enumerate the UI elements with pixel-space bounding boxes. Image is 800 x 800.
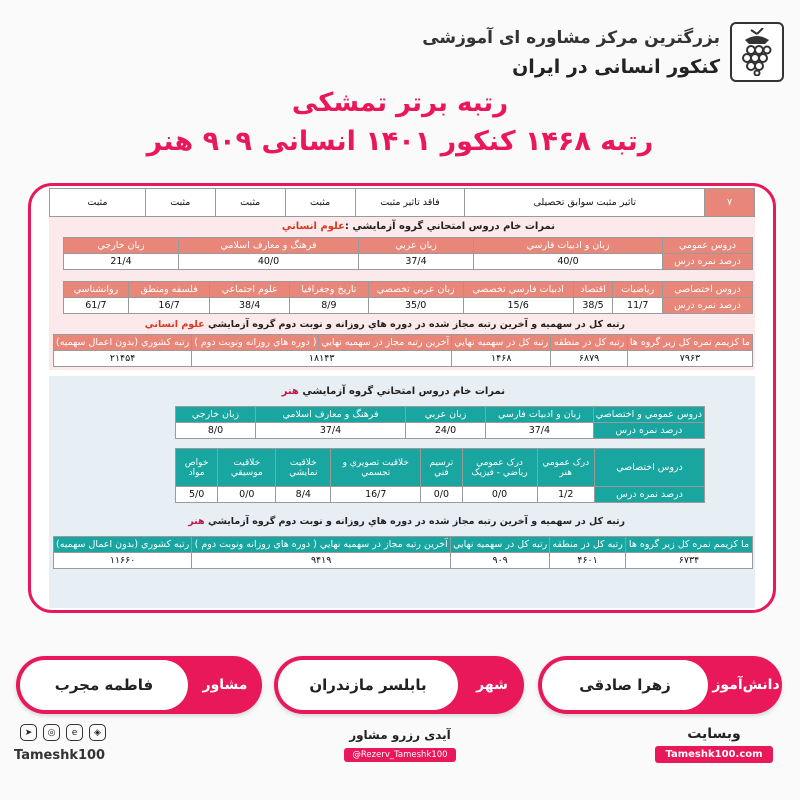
rank-cell: ۹۴۱۹ [192, 553, 451, 569]
humanities-scores-title [282, 221, 555, 232]
reserve-block [340, 728, 460, 762]
section-title-group: علوم انساني [281, 221, 345, 232]
score-cell: 1/2 [537, 487, 594, 503]
row-header: دروس اختصاصي [663, 282, 753, 298]
score-cell: 0/0 [218, 487, 276, 503]
art-specialized-table [175, 448, 705, 503]
score-cell: 37/4 [359, 254, 474, 270]
section-title-text: رتبه كل در سهميه و آخرين رتبه مجاز شده در دوره هاي روزانه و نوبت دوم گروه آزمايشي [207, 319, 625, 330]
eitaa-icon[interactable]: e [66, 724, 83, 741]
art-general-table [175, 406, 705, 439]
section-title-group: هنر [281, 386, 299, 397]
column-header: ترسيم فني [421, 449, 462, 487]
column-header: فلسفه ومنطق [128, 282, 210, 298]
header [0, 14, 800, 84]
website-link[interactable]: Tameshk100.com [655, 746, 772, 763]
column-header: ( دوره هاي روزانه ونوبت دوم ) [192, 335, 319, 351]
student-name: زهرا صادقی [542, 660, 708, 710]
rubika-icon[interactable]: ◈ [89, 724, 106, 741]
student-label: دانش‌آموز [712, 677, 780, 693]
column-header: زبان عربي [406, 407, 486, 423]
score-cell: 40/0 [179, 254, 359, 270]
humanities-rank-title [145, 319, 625, 330]
city-name: بابلسر مازندران [278, 660, 458, 710]
score-cell: 35/0 [368, 298, 463, 314]
humanities-specialized-table [63, 281, 753, 314]
score-cell: 16/7 [331, 487, 421, 503]
column-header: رتبه كشوري (بدون اعمال سهميه) [54, 335, 192, 351]
column-header: درک عمومي هنر [537, 449, 594, 487]
rank-cell: ۴۶۰۱ [550, 553, 626, 569]
humanities-rank-table [53, 334, 753, 367]
column-header: خواص مواد [176, 449, 218, 487]
score-cell: 11/7 [613, 298, 663, 314]
section-title-text: رتبه كل در سهميه و آخرين رتبه مجاز شده در دوره هاي روزانه و نوبت دوم گروه آزمايشي [207, 516, 625, 527]
rank-cell: ۷۹۶۳ [627, 351, 752, 367]
page-title: رتبه برتر تمشکی [291, 88, 509, 118]
rank-cell: ۱۸۱۴۳ [192, 351, 452, 367]
report-card [28, 183, 776, 613]
score-cell: 16/7 [128, 298, 210, 314]
top-strip-cell: ۷ [705, 189, 755, 217]
raspberry-logo-icon [730, 22, 784, 82]
footer-brand: Tameshk100 [14, 748, 106, 763]
rank-cell: ۹۰۹ [451, 553, 550, 569]
art-section [49, 376, 755, 608]
section-title-group: هنر [188, 516, 205, 527]
score-cell: 0/0 [462, 487, 537, 503]
reserve-id-link[interactable]: @Rezerv_Tameshk100 [344, 748, 455, 762]
city-pill [274, 656, 524, 714]
rank-cell: ۶۸۷۹ [551, 351, 628, 367]
rank-cell: ۲۱۴۵۴ [54, 351, 192, 367]
section-title-text: نمرات خام دروس امتحاني گروه آزمايشي [302, 386, 505, 397]
column-header: زبان عربي تخصصي [368, 282, 463, 298]
score-cell: 24/0 [406, 423, 486, 439]
column-header: رتبه كشوري (بدون اعمال سهميه) [54, 537, 192, 553]
advisor-pill [16, 656, 262, 714]
column-header: رتبه كل در منطقه [550, 537, 626, 553]
rank-cell: ۶۷۳۴ [625, 553, 752, 569]
score-cell: 15/6 [463, 298, 573, 314]
score-cell: 37/4 [486, 423, 594, 439]
art-rank-table [53, 536, 753, 569]
column-header: روانشناسي [64, 282, 129, 298]
column-header: ما كزيمم نمره كل زير گروه ها [627, 335, 752, 351]
advisor-name: فاطمه مجرب [20, 660, 188, 710]
column-header: رتبه كل در سهميه نهايي [452, 335, 551, 351]
column-header: اقتصاد [573, 282, 613, 298]
art-scores-title [282, 386, 505, 397]
score-cell: 5/0 [176, 487, 218, 503]
row-header: درصد نمره درس [595, 487, 705, 503]
advisor-label: مشاور [202, 677, 248, 693]
column-header: آخرين رتبه مجاز در سهميه نهايي ( دوره هاي روزانه ونوبت دوم ) [192, 537, 451, 553]
row-header: درصد نمره درس [593, 423, 704, 439]
score-cell: 8/0 [176, 423, 256, 439]
top-strip-cell: فاقد تاثیر مثبت [355, 189, 465, 217]
score-cell: 8/4 [276, 487, 331, 503]
column-header: زبان عربي [359, 238, 474, 254]
score-cell: 0/0 [421, 487, 462, 503]
top-strip-cell: مثبت [285, 189, 355, 217]
column-header: خلاقيت نمايشي [276, 449, 331, 487]
top-strip-cell: مثبت [215, 189, 285, 217]
reserve-label: آیدی رزرو مشاور [349, 728, 451, 742]
score-cell: 37/4 [256, 423, 406, 439]
column-header: فرهنگ و معارف اسلامي [256, 407, 406, 423]
brand-name: کنکور انسانی در ایران [512, 56, 720, 78]
website-block [644, 726, 784, 763]
score-cell: 8/9 [290, 298, 369, 314]
student-pill [538, 656, 782, 714]
column-header: خلاقيت موسيقي [218, 449, 276, 487]
row-header: دروس عمومي [663, 238, 753, 254]
column-header: ادبيات فارسي تخصصي [463, 282, 573, 298]
column-header: زبان خارجي [176, 407, 256, 423]
section-title-text: نمرات خام دروس امتحاني گروه آزمايشي : [344, 221, 555, 232]
column-header: رتبه كل در منطقه [551, 335, 628, 351]
top-strip-cell: مثبت [50, 189, 146, 217]
column-header: ما كزيمم نمره كل زير گروه ها [625, 537, 752, 553]
social-links [20, 724, 106, 741]
row-header: درصد نمره درس [663, 254, 753, 270]
top-strip-cell: تاثیر مثبت سوابق تحصیلی [465, 189, 705, 217]
column-header: خلاقيت تصويري و تجسمي [331, 449, 421, 487]
row-header: دروس اختصاصي [595, 449, 705, 487]
column-header: علوم اجتماعي [210, 282, 290, 298]
humanities-section [49, 188, 755, 370]
city-label: شهر [476, 677, 508, 693]
row-header: دروس عمومي و اختصاصي [593, 407, 704, 423]
score-cell: 61/7 [64, 298, 129, 314]
art-rank-title [188, 516, 625, 527]
rank-cell: ۱۱۶۶۰ [54, 553, 192, 569]
rank-cell: ۱۴۶۸ [452, 351, 551, 367]
website-label: وبسایت [687, 726, 741, 742]
top-strip-table [49, 188, 755, 217]
score-cell: 38/4 [210, 298, 290, 314]
column-header: رتبه كل در سهميه نهايي [451, 537, 550, 553]
page-subtitle: رتبه ۱۴۶۸ کنکور ۱۴۰۱ انسانی ۹۰۹ هنر [146, 126, 654, 157]
column-header: درک عمومي رياضي - فيزيک [462, 449, 537, 487]
telegram-icon[interactable]: ➤ [20, 724, 37, 741]
row-header: درصد نمره درس [663, 298, 753, 314]
section-title-group: علوم انساني [144, 319, 205, 330]
top-strip-cell: مثبت [145, 189, 215, 217]
column-header: فرهنگ و معارف اسلامي [179, 238, 359, 254]
column-header: زبان و ادبيات فارسي [474, 238, 663, 254]
column-header: رياضيات [613, 282, 663, 298]
brand-tagline: بزرگترین مرکز مشاوره ای آموزشی [422, 28, 720, 48]
score-cell: 40/0 [474, 254, 663, 270]
column-header: آخرين رتبه مجاز در سهميه نهايي [319, 335, 452, 351]
instagram-icon[interactable]: ◎ [43, 724, 60, 741]
column-header: زبان و ادبيات فارسي [486, 407, 594, 423]
score-cell: 21/4 [64, 254, 179, 270]
column-header: تاريخ وجغرافيا [290, 282, 369, 298]
humanities-general-table [63, 237, 753, 270]
column-header: زبان خارجي [64, 238, 179, 254]
score-cell: 38/5 [573, 298, 613, 314]
